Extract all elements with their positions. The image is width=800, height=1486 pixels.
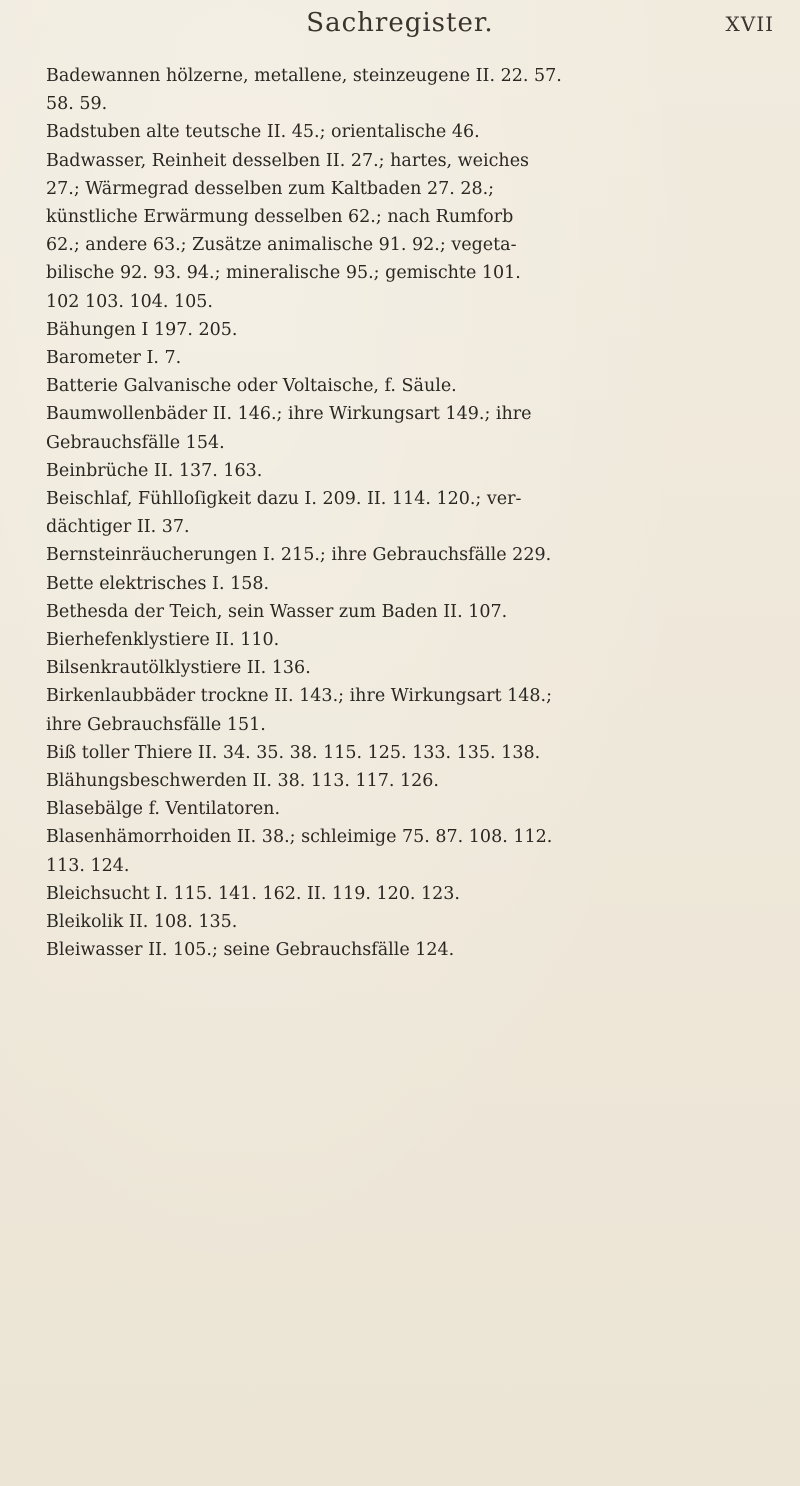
entry-line: Birkenlaubbäder trockne II. 143.; ihre Wirkungsart 148.; <box>46 686 552 707</box>
index-entry <box>46 626 776 654</box>
index-entry <box>46 118 776 146</box>
index-entry <box>46 936 776 964</box>
entry-line: Bleikolik II. 108. 135. <box>46 912 238 933</box>
entry-line: Bleiwasser II. 105.; seine Gebrauchsfälle 124. <box>46 940 455 961</box>
index-entry <box>46 147 776 316</box>
index-entry <box>46 372 776 400</box>
index-entry <box>46 682 776 738</box>
index-entry <box>46 823 776 879</box>
entry-line: Bilsenkrautölklystiere II. 136. <box>46 658 311 679</box>
entry-line: Bleichsucht I. 115. 141. 162. II. 119. 120. 123. <box>46 883 460 904</box>
entry-line: Biß toller Thiere II. 34. 35. 38. 115. 125. 133. 135. 138. <box>46 742 541 763</box>
index-entry <box>46 908 776 936</box>
page-number: XVII <box>725 12 774 36</box>
entry-line: Blähungsbeschwerden II. 38. 113. 117. 126. <box>46 771 439 792</box>
entry-line: Gebrauchsfälle 154. <box>46 432 225 453</box>
index-entry <box>46 795 776 823</box>
entry-line: Badstuben alte teutsche II. 45.; orientalische 46. <box>46 122 480 143</box>
index-entry <box>46 344 776 372</box>
entry-line: 58. 59. <box>46 94 108 115</box>
index-entry <box>46 485 776 541</box>
entry-line: Bernsteinräucherungen I. 215.; ihre Gebrauchsfälle 229. <box>46 545 552 566</box>
index-entry <box>46 598 776 626</box>
entry-line: ihre Gebrauchsfälle 151. <box>46 714 266 735</box>
entry-line: künstliche Erwärmung desselben 62.; nach Rumforb <box>46 207 514 228</box>
entry-line: Badewannen hölzerne, metallene, steinzeugene II. 22. 57. <box>46 66 562 86</box>
entry-line: bilische 92. 93. 94.; mineralische 95.; gemischte 101. <box>46 263 521 284</box>
index-entry <box>46 767 776 795</box>
entry-line: Blasenhämorrhoiden II. 38.; schleimige 75. 87. 108. 112. <box>46 827 553 848</box>
entry-line: Bähungen I 197. 205. <box>46 319 238 340</box>
entry-line: Badwasser, Reinheit desselben II. 27.; hartes, weiches <box>46 150 530 171</box>
index-entry <box>46 541 776 569</box>
index-entries <box>46 62 776 965</box>
entry-line: Batterie Galvanische oder Voltaische, f. Säule. <box>46 376 457 397</box>
entry-line: Baumwollenbäder II. 146.; ihre Wirkungsart 149.; ihre <box>46 404 532 425</box>
entry-line: Beinbrüche II. 137. 163. <box>46 460 263 481</box>
entry-line: 113. 124. <box>46 855 130 876</box>
index-entry <box>46 400 776 456</box>
entry-line: Barometer I. 7. <box>46 348 182 369</box>
entry-line: Bierhefenklystiere II. 110. <box>46 630 280 651</box>
index-entry <box>46 739 776 767</box>
entry-line: Beischlaf, Fühlloſigkeit dazu I. 209. II. 114. 120.; ver- <box>46 489 522 510</box>
index-entry <box>46 880 776 908</box>
entry-line: Blasebälge f. Ventilatoren. <box>46 799 281 820</box>
running-head <box>0 6 800 46</box>
index-entry <box>46 654 776 682</box>
entry-line: 62.; andere 63.; Zusätze animalische 91. 92.; vegeta- <box>46 235 517 256</box>
running-title: Sachregister. <box>306 8 494 38</box>
index-entry <box>46 570 776 598</box>
index-entry <box>46 316 776 344</box>
index-entry <box>46 457 776 485</box>
entry-line: 102 103. 104. 105. <box>46 291 213 312</box>
entry-line: dächtiger II. 37. <box>46 517 190 538</box>
entry-line: Bethesda der Teich, sein Wasser zum Baden II. 107. <box>46 601 508 622</box>
entry-line: Bette elektrisches I. 158. <box>46 573 270 594</box>
entry-line: 27.; Wärmegrad desselben zum Kaltbaden 27. 28.; <box>46 178 495 199</box>
index-entry <box>46 62 776 118</box>
